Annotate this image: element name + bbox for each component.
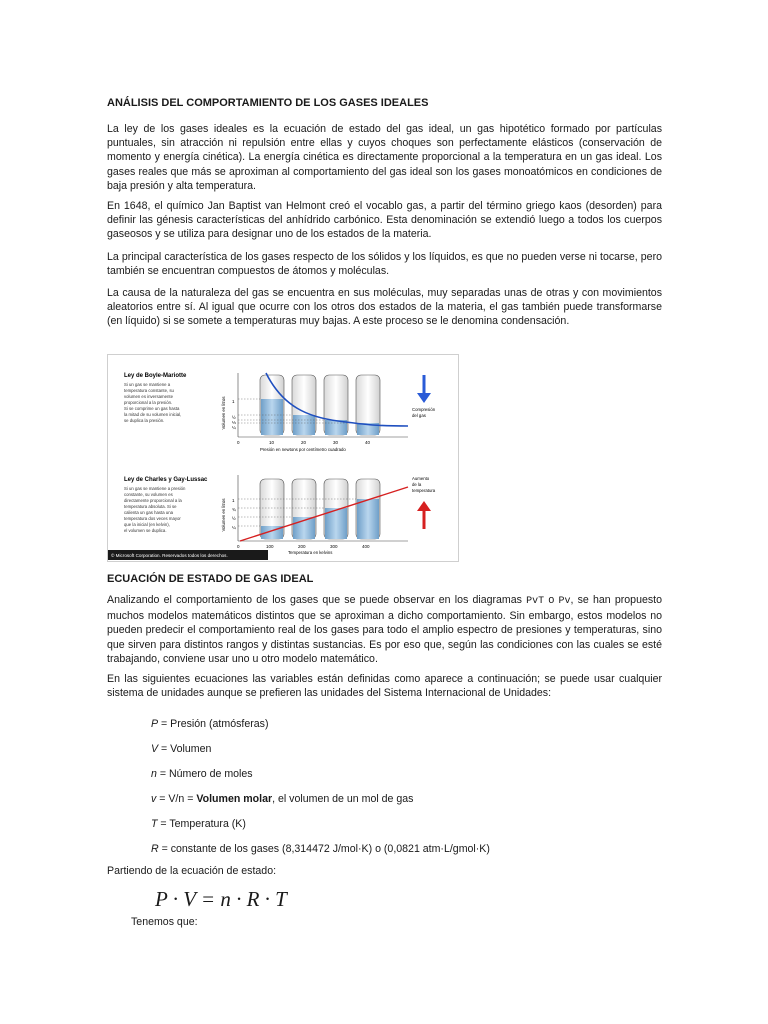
heading-ecuacion: ECUACIÓN DE ESTADO DE GAS IDEAL <box>107 573 314 585</box>
svg-text:proporcional a la presión.: proporcional a la presión. <box>124 400 173 405</box>
svg-text:400: 400 <box>362 544 370 549</box>
paragraph-6: En las siguientes ecuaciones las variables están definidas como aparece a continuación; se puede usar cualquier sistema de unidades aunque se prefieren las unidades del Sistema Internacional de Unidades: <box>107 673 662 700</box>
svg-text:¾: ¾ <box>232 507 236 512</box>
boyle-description <box>124 382 181 423</box>
svg-text:constante, su volumen es: constante, su volumen es <box>124 492 173 497</box>
svg-text:100: 100 <box>266 544 274 549</box>
svg-text:temperatura absoluta. Si se: temperatura absoluta. Si se <box>124 504 177 509</box>
ideal-gas-equation: P · V = n · R · T <box>155 887 287 911</box>
svg-text:½: ½ <box>232 415 236 420</box>
svg-text:0: 0 <box>237 440 240 445</box>
variable-molar-volume: v = V/n = Volumen molar, el volumen de un mol de gas <box>151 793 414 805</box>
svg-text:Aumento: Aumento <box>412 476 430 481</box>
paragraph-3: La principal característica de los gases respecto de los sólidos y los líquidos, es que no pueden verse ni tocarse, pero también se encuentran compuestos de átomos y moléculas. <box>107 251 662 278</box>
charles-x-ticks <box>237 544 370 549</box>
heading-analisis: ANÁLISIS DEL COMPORTAMIENTO DE LOS GASES IDEALES <box>107 97 429 109</box>
svg-text:Si un gas se mantiene a presió: Si un gas se mantiene a presión <box>124 486 186 491</box>
boyle-x-ticks <box>237 440 371 445</box>
gas-laws-figure <box>107 354 459 562</box>
svg-text:temperatura dos veces mayor: temperatura dos veces mayor <box>124 516 181 521</box>
variable-n: n = Número de moles <box>151 768 253 780</box>
svg-text:300: 300 <box>330 544 338 549</box>
svg-text:20: 20 <box>301 440 307 445</box>
svg-text:temperatura: temperatura <box>412 488 436 493</box>
boyle-y-ticks <box>232 399 236 430</box>
svg-text:el volumen se duplica.: el volumen se duplica. <box>124 528 167 533</box>
charles-description <box>124 486 186 533</box>
paragraph-4: La causa de la naturaleza del gas se encuentra en sus moléculas, muy separadas unas de otras y con movimientos aleatorios entre sí. Al igual que ocurre con los otros dos estados de la materia, el gas también puede transformarse (en líquido) si se somete a temperaturas muy bajas. A este proceso se le denomina condensación. <box>107 287 662 328</box>
paragraph-8: Tenemos que: <box>131 916 198 928</box>
svg-text:Si se comprime un gas hasta: Si se comprime un gas hasta <box>124 406 180 411</box>
svg-text:calienta un gas hasta una: calienta un gas hasta una <box>124 510 173 515</box>
boyle-cylinders <box>260 375 380 435</box>
svg-text:Compresión: Compresión <box>412 407 436 412</box>
svg-text:Si un gas se mantiene a: Si un gas se mantiene a <box>124 382 171 387</box>
svg-text:temperatura constante, su: temperatura constante, su <box>124 388 174 393</box>
boyle-x-label: Presión en newtons por centímetro cuadrado <box>260 447 346 452</box>
charles-y-ticks <box>232 498 236 530</box>
svg-text:0: 0 <box>237 544 240 549</box>
paragraph-5: Analizando el comportamiento de los gases que se puede observar en los diagramas PvT o Pv, se han propuesto muchos modelos matemáticos distintos que se aproximan a dicho comportamiento. Sin embargo, estos modelos no pueden predecir el comportamiento real de los gases para todo el amplio espectro de presiones y temperaturas, sino que sirven para distintos rangos y distintas sustancias. Es por eso que, según las condiciones con las cuales se esté trabajando, conviene usar uno u otro modelo matemático. <box>107 594 662 665</box>
svg-text:⅓: ⅓ <box>232 420 236 425</box>
paragraph-2: En 1648, el químico Jan Baptist van Helmont creó el vocablo gas, a partir del término griego kaos (desorden) para definir las génesis características del anhídrido carbónico. Esta denominación se extendió luego a todos los cuerpos gaseosos y se utiliza para designar uno de los estados de la materia. <box>107 200 662 241</box>
charles-x-label: Temperatura en kelvins <box>288 550 333 555</box>
gas-laws-diagram <box>108 355 458 561</box>
variable-r: R = constante de los gases (8,314472 J/mol·K) o (0,0821 atm·L/gmol·K) <box>151 843 490 855</box>
svg-text:que la inicial (en kelvin),: que la inicial (en kelvin), <box>124 522 170 527</box>
paragraph-1: La ley de los gases ideales es la ecuación de estado del gas ideal, un gas hipotético formado por partículas puntuales, sin atracción ni repulsión entre ellas y cuyos choques son perfectamente elásticos (conservación de momento y energía cinética). La energía cinética es directamente proporcional a la temperatura en un gas ideal. Los gases reales que más se aproximan al comportamiento del gas ideal son los gases monoatómicos en condiciones de baja presión y alta temperatura. <box>107 123 662 192</box>
boyle-y-label: Volumen en litros <box>221 396 226 430</box>
arrow-down-icon <box>417 375 431 403</box>
charles-cylinders <box>260 479 380 539</box>
boyle-title: Ley de Boyle-Mariotte <box>124 373 187 379</box>
variable-t: T = Temperatura (K) <box>151 818 246 830</box>
charles-title: Ley de Charles y Gay-Lussac <box>124 477 208 483</box>
charles-side-label <box>412 476 436 493</box>
boyle-side-label <box>412 407 436 418</box>
svg-text:directamente proporcional a la: directamente proporcional a la <box>124 498 182 503</box>
svg-text:10: 10 <box>269 440 275 445</box>
svg-text:de la: de la <box>412 482 422 487</box>
svg-text:¼: ¼ <box>232 425 236 430</box>
svg-text:volumen es inversamente: volumen es inversamente <box>124 394 173 399</box>
arrow-up-icon <box>417 501 431 529</box>
variable-p: P = Presión (atmósferas) <box>151 718 269 730</box>
svg-text:½: ½ <box>232 516 236 521</box>
svg-text:40: 40 <box>365 440 371 445</box>
variable-v: V = Volumen <box>151 743 212 755</box>
svg-text:1: 1 <box>232 399 235 404</box>
svg-text:¼: ¼ <box>232 525 236 530</box>
svg-text:se duplica la presión.: se duplica la presión. <box>124 418 165 423</box>
svg-text:200: 200 <box>298 544 306 549</box>
svg-text:30: 30 <box>333 440 339 445</box>
svg-text:la mitad de su volumen inicial: la mitad de su volumen inicial, <box>124 412 182 417</box>
charles-y-label: Volumen en litros <box>221 498 226 532</box>
svg-text:del gas: del gas <box>412 413 426 418</box>
copyright-text: © Microsoft Corporation. Reservados todos los derechos. <box>111 553 228 558</box>
paragraph-7: Partiendo de la ecuación de estado: <box>107 865 277 877</box>
svg-text:1: 1 <box>232 498 235 503</box>
